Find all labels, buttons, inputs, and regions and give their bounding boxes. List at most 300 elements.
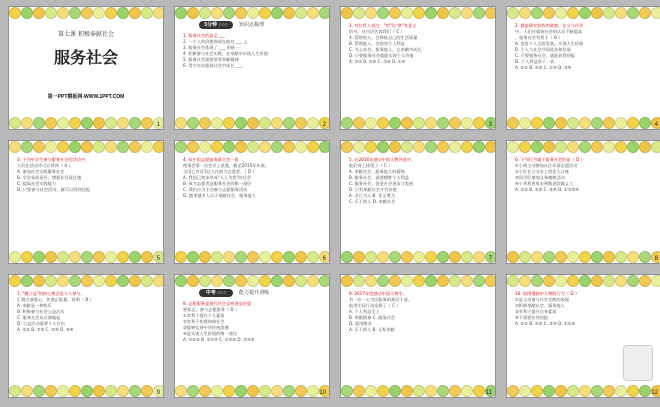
fruit-slice-icon [639, 117, 651, 129]
fruit-slice-icon [33, 117, 45, 129]
fruit-border-bottom [341, 385, 495, 397]
fruit-slice-icon [377, 7, 389, 19]
fruit-slice-icon [129, 385, 141, 397]
fruit-slice-icon [9, 251, 21, 263]
fruit-slice-icon [579, 251, 591, 263]
fruit-slice-icon [235, 141, 247, 153]
fruit-slice-icon [283, 251, 295, 263]
fruit-slice-icon [543, 275, 555, 287]
fruit-slice-icon [449, 251, 461, 263]
fruit-slice-icon [69, 7, 81, 19]
fruit-slice-icon [307, 275, 319, 287]
slide-number: 5 [156, 256, 160, 262]
fruit-slice-icon [615, 117, 627, 129]
fruit-slice-icon [627, 385, 639, 397]
fruit-slice-icon [21, 275, 33, 287]
fruit-slice-icon [21, 117, 33, 129]
fruit-slice-icon [389, 385, 401, 397]
fruit-slice-icon [57, 7, 69, 19]
fruit-slice-icon [555, 385, 567, 397]
text-line: 人们在活动中可以得到（ A ） [17, 163, 73, 168]
fruit-border-bottom [341, 251, 495, 263]
text-line: ④小华利用周末到敬老院做义工 [515, 181, 574, 186]
fruit-slice-icon [425, 385, 437, 397]
text-line: 1. 服务社会的意义 ___ [183, 33, 226, 38]
fruit-slice-icon [603, 275, 615, 287]
fruit-slice-icon [639, 7, 651, 19]
fruit-slice-icon [531, 117, 543, 129]
fruit-slice-icon [235, 251, 247, 263]
fruit-border-top [9, 7, 163, 19]
fruit-slice-icon [9, 141, 21, 153]
fruit-slice-icon [259, 251, 271, 263]
fruit-slice-icon [81, 141, 93, 153]
text-line: C. 我们应当主动参与志愿服务活动 [183, 187, 248, 192]
fruit-slice-icon [117, 141, 129, 153]
slide-thumbnail[interactable] [506, 6, 660, 130]
fruit-slice-icon [307, 7, 319, 19]
fruit-slice-icon [45, 251, 57, 263]
fruit-slice-icon [401, 141, 413, 153]
fruit-slice-icon [175, 141, 187, 153]
fruit-slice-icon [199, 275, 211, 287]
fruit-border-bottom [175, 251, 329, 263]
fruit-slice-icon [473, 117, 485, 129]
fruit-slice-icon [639, 385, 651, 397]
fruit-slice-icon [579, 385, 591, 397]
fruit-slice-icon [211, 141, 223, 153]
fruit-slice-icon [531, 275, 543, 287]
fruit-slice-icon [543, 117, 555, 129]
text-line: A. ①② B. ②③ C. ③④ D. ①②③ [515, 321, 576, 326]
fruit-border-bottom [507, 385, 660, 397]
fruit-slice-icon [271, 251, 283, 263]
fruit-slice-icon [175, 7, 187, 19]
fruit-slice-icon [413, 141, 425, 153]
text-line: 中，人们对服务社会的认识不断提高 [515, 29, 583, 34]
slide-thumbnail[interactable] [174, 274, 330, 398]
text-line: A. 舍己为人 B. 见义勇为 [349, 193, 395, 198]
fruit-slice-icon [33, 141, 45, 153]
fruit-slice-icon [425, 251, 437, 263]
fruit-slice-icon [141, 7, 153, 19]
fruit-slice-icon [461, 7, 473, 19]
fruit-slice-icon [247, 117, 259, 129]
fruit-slice-icon [21, 251, 33, 263]
fruit-slice-icon [211, 251, 223, 263]
fruit-slice-icon [341, 7, 353, 19]
fruit-slice-icon [461, 251, 473, 263]
slide-title: 服务社会 [53, 50, 118, 67]
fruit-slice-icon [129, 7, 141, 19]
fruit-slice-icon [507, 251, 519, 263]
fruit-slice-icon [45, 117, 57, 129]
fruit-slice-icon [259, 275, 271, 287]
fruit-slice-icon [507, 385, 519, 397]
fruit-slice-icon [341, 117, 353, 129]
fruit-slice-icon [401, 117, 413, 129]
section-heading: 知识点梳理 [239, 22, 265, 28]
fruit-slice-icon [555, 275, 567, 287]
slide-number: 3 [488, 122, 492, 128]
cartoon-illustration-icon [623, 345, 653, 381]
fruit-slice-icon [603, 117, 615, 129]
fruit-slice-icon [105, 141, 117, 153]
fruit-slice-icon [485, 141, 496, 153]
fruit-slice-icon [353, 251, 365, 263]
text-line: A. 乐于助人 B. 无私奉献 [349, 327, 395, 332]
fruit-slice-icon [153, 141, 164, 153]
fruit-slice-icon [141, 117, 153, 129]
fruit-slice-icon [567, 141, 579, 153]
text-line: A. ①② B. ②③ C. ①④ D. ③④ [515, 65, 572, 70]
fruit-slice-icon [377, 117, 389, 129]
fruit-slice-icon [271, 275, 283, 287]
fruit-slice-icon [567, 251, 579, 263]
fruit-slice-icon [57, 251, 69, 263]
fruit-slice-icon [81, 117, 93, 129]
fruit-slice-icon [283, 141, 295, 153]
fruit-slice-icon [461, 275, 473, 287]
fruit-slice-icon [45, 275, 57, 287]
text-line: 7. "微公益"的核心理念是人人参与， [17, 291, 85, 296]
fruit-slice-icon [615, 251, 627, 263]
fruit-slice-icon [365, 117, 377, 129]
fruit-slice-icon [519, 275, 531, 287]
fruit-slice-icon [353, 275, 365, 287]
fruit-slice-icon [129, 117, 141, 129]
fruit-slice-icon [389, 117, 401, 129]
fruit-slice-icon [449, 7, 461, 19]
fruit-slice-icon [579, 7, 591, 19]
fruit-slice-icon [591, 117, 603, 129]
fruit-slice-icon [543, 385, 555, 397]
fruit-slice-icon [199, 117, 211, 129]
fruit-border-top [175, 141, 329, 153]
text-line: D. 只要服务社会就能实现个人价值 [349, 53, 414, 58]
fruit-slice-icon [437, 275, 449, 287]
fruit-slice-icon [591, 275, 603, 287]
fruit-slice-icon [365, 385, 377, 397]
fruit-slice-icon [211, 7, 223, 19]
fruit-border-top [507, 275, 660, 287]
fruit-slice-icon [93, 7, 105, 19]
fruit-border-bottom [9, 117, 163, 129]
fruit-slice-icon [389, 251, 401, 263]
text-line: 5. 服务社会需要培养奉献精神 [183, 57, 239, 62]
slide-thumbnail[interactable] [340, 6, 496, 130]
fruit-slice-icon [283, 275, 295, 287]
fruit-slice-icon [449, 117, 461, 129]
fruit-slice-icon [473, 385, 485, 397]
slide-body-text [349, 157, 487, 247]
text-line: 1. 有位哲人说过："给"比"拿"有意义 [349, 23, 417, 28]
text-line: ②小红在公交车上给老人让座 [515, 169, 570, 174]
fruit-slice-icon [33, 275, 45, 287]
slide-subtitle: 第七课 积极奉献社会 [58, 31, 114, 38]
fruit-slice-icon [235, 7, 247, 19]
fruit-border-top [507, 7, 660, 19]
fruit-slice-icon [377, 275, 389, 287]
text-line: ③能够弘扬中华传统美德 [183, 325, 229, 330]
fruit-slice-icon [307, 117, 319, 129]
text-line: ③有利于提升自身素质 [515, 309, 557, 314]
slide-number: 11 [485, 390, 492, 396]
slide-body-text [349, 291, 487, 381]
slide-thumbnail[interactable] [8, 274, 164, 398]
fruit-border-top [341, 7, 495, 19]
fruit-slice-icon [615, 141, 627, 153]
fruit-slice-icon [615, 385, 627, 397]
fruit-slice-icon [425, 275, 437, 287]
fruit-slice-icon [271, 385, 283, 397]
fruit-slice-icon [401, 251, 413, 263]
fruit-slice-icon [81, 251, 93, 263]
fruit-slice-icon [485, 7, 496, 19]
fruit-slice-icon [543, 7, 555, 19]
text-line: B. 成为志愿者是服务社会的唯一途径 [183, 181, 252, 186]
fruit-slice-icon [413, 7, 425, 19]
fruit-slice-icon [93, 251, 105, 263]
slide-number: 2 [322, 122, 326, 128]
fruit-slice-icon [57, 275, 69, 287]
fruit-slice-icon [187, 117, 199, 129]
fruit-border-top [9, 275, 163, 287]
fruit-slice-icon [247, 385, 259, 397]
fruit-slice-icon [627, 117, 639, 129]
fruit-slice-icon [187, 141, 199, 153]
fruit-slice-icon [117, 251, 129, 263]
fruit-slice-icon [187, 275, 199, 287]
fruit-slice-icon [117, 275, 129, 287]
fruit-slice-icon [129, 275, 141, 287]
fruit-slice-icon [437, 385, 449, 397]
slide-thumbnail[interactable] [174, 6, 330, 130]
fruit-slice-icon [615, 275, 627, 287]
text-line: D. 个人利益高于一切 [515, 59, 555, 64]
text-line: C. 提高社会实践能力 [17, 181, 57, 186]
fruit-slice-icon [473, 141, 485, 153]
slide-number: 4 [654, 122, 658, 128]
fruit-slice-icon [21, 385, 33, 397]
text-line: 2. 据某研究机构的调查，在当今社会 [515, 23, 584, 28]
fruit-slice-icon [69, 117, 81, 129]
fruit-slice-icon [81, 275, 93, 287]
fruit-slice-icon [425, 141, 437, 153]
fruit-slice-icon [223, 385, 235, 397]
fruit-slice-icon [365, 7, 377, 19]
fruit-slice-icon [437, 141, 449, 153]
fruit-slice-icon [199, 251, 211, 263]
fruit-slice-icon [627, 275, 639, 287]
fruit-slice-icon [307, 251, 319, 263]
fruit-slice-icon [129, 251, 141, 263]
text-line: ④不需要任何回报 [515, 315, 549, 320]
fruit-slice-icon [531, 251, 543, 263]
fruit-slice-icon [9, 117, 21, 129]
slide-thumbnail[interactable] [174, 140, 330, 264]
fruit-slice-icon [187, 385, 199, 397]
fruit-slice-icon [603, 385, 615, 397]
fruit-slice-icon [651, 275, 660, 287]
slide-number: 6 [322, 256, 326, 262]
fruit-slice-icon [295, 251, 307, 263]
slide-body-text [17, 291, 155, 381]
text-line: C. 服务社会，促进社会进步与发展 [349, 181, 414, 186]
fruit-slice-icon [567, 385, 579, 397]
slide-thumbnail[interactable] [340, 140, 496, 264]
fruit-slice-icon [235, 117, 247, 129]
fruit-slice-icon [81, 7, 93, 19]
text-line: 4. 积极参与社会实践，在奉献中实现人生价值 [183, 51, 268, 56]
fruit-slice-icon [295, 117, 307, 129]
text-line: D. 只有奉献社会才有价值 [349, 187, 397, 192]
fruit-slice-icon [175, 385, 187, 397]
fruit-slice-icon [425, 117, 437, 129]
text-line: A. 奉献是一种快乐 [17, 303, 52, 308]
text-line: C. 只要服务社会，就能获得回报 [515, 53, 576, 58]
text-line: ①小明主动参加社区环保志愿活动 [515, 163, 578, 168]
slide-thumbnail[interactable] [506, 140, 660, 264]
text-line: 4. 从中国志愿服务联合会一届 [183, 157, 239, 162]
slide-body-text [349, 23, 487, 113]
fruit-slice-icon [93, 141, 105, 153]
text-line: ②积极奉献社会，服务他人 [515, 303, 565, 308]
fruit-border-top [341, 275, 495, 287]
slide-number: 10 [319, 390, 326, 396]
text-line: 汇聚点滴爱心，传递正能量，说明（ B ） [17, 297, 94, 302]
fruit-slice-icon [413, 251, 425, 263]
fruit-slice-icon [401, 385, 413, 397]
fruit-slice-icon [187, 251, 199, 263]
text-line: 全国已有近1亿人注册为志愿者。（ D ） [183, 169, 257, 174]
text-line: B. 学会承担责任，增强社会责任感 [17, 175, 82, 180]
slide-number: 8 [654, 256, 658, 262]
fruit-slice-icon [341, 141, 353, 153]
fruit-slice-icon [353, 385, 365, 397]
text-line: A. 我国已初步形成"人人为我"的社会 [183, 175, 251, 180]
fruit-slice-icon [21, 7, 33, 19]
fruit-slice-icon [105, 117, 117, 129]
fruit-slice-icon [449, 141, 461, 153]
text-line: C. 关心社会，服务他人，在奉献中成长 [349, 47, 422, 52]
fruit-slice-icon [153, 275, 164, 287]
fruit-slice-icon [247, 251, 259, 263]
slide-body-text [515, 23, 653, 113]
fruit-slice-icon [9, 7, 21, 19]
fruit-slice-icon [555, 141, 567, 153]
text-line: B. 帮助他人，会损害个人利益 [349, 41, 405, 46]
text-line: D. 越来越多人乐于奉献社会，服务他人 [183, 193, 256, 198]
fruit-slice-icon [519, 7, 531, 19]
fruit-slice-icon [531, 141, 543, 153]
fruit-slice-icon [295, 141, 307, 153]
fruit-border-bottom [341, 117, 495, 129]
fruit-slice-icon [449, 385, 461, 397]
text-line: ①是主动参与社会实践的表现 [515, 297, 570, 302]
fruit-slice-icon [105, 275, 117, 287]
fruit-slice-icon [461, 141, 473, 153]
fruit-slice-icon [93, 275, 105, 287]
fruit-slice-icon [651, 141, 660, 153]
fruit-slice-icon [223, 7, 235, 19]
text-line: 要标志，参与志愿服务（ D ） [183, 307, 240, 312]
fruit-slice-icon [69, 385, 81, 397]
fruit-slice-icon [129, 141, 141, 153]
fruit-slice-icon [259, 141, 271, 153]
fruit-slice-icon [519, 141, 531, 153]
fruit-slice-icon [461, 385, 473, 397]
fruit-slice-icon [353, 117, 365, 129]
text-line: A. ①②③ B. ①②④ C. ①③④ D. ②③④ [183, 337, 255, 342]
fruit-slice-icon [211, 275, 223, 287]
fruit-slice-icon [271, 141, 283, 153]
slide-body-text [183, 157, 321, 247]
fruit-slice-icon [377, 385, 389, 397]
fruit-slice-icon [33, 251, 45, 263]
text-line: 他用实际行动诠释了（ C ） [349, 303, 401, 308]
fruit-slice-icon [319, 7, 330, 19]
fruit-slice-icon [413, 385, 425, 397]
slide-body-text [183, 33, 321, 113]
text-line: 。服务社会有利于（ B ） [515, 35, 563, 40]
slide-number: 12 [651, 390, 658, 396]
fruit-slice-icon [9, 275, 21, 287]
fruit-slice-icon [69, 251, 81, 263]
fruit-slice-icon [211, 117, 223, 129]
fruit-border-top [341, 141, 495, 153]
text-line: A. 参加社会实践服务社会 [17, 169, 65, 174]
fruit-slice-icon [579, 275, 591, 287]
slide-thumbnail[interactable] [8, 140, 164, 264]
fruit-slice-icon [579, 117, 591, 129]
fruit-slice-icon [389, 141, 401, 153]
fruit-slice-icon [627, 141, 639, 153]
slide-body-text [17, 157, 155, 247]
text-line: 6. 下列行为属于服务社会的是（ D ） [515, 157, 585, 162]
fruit-slice-icon [639, 141, 651, 153]
fruit-slice-icon [57, 117, 69, 129]
fruit-slice-icon [473, 7, 485, 19]
fruit-slice-icon [555, 251, 567, 263]
fruit-slice-icon [389, 275, 401, 287]
fruit-slice-icon [507, 117, 519, 129]
fruit-slice-icon [247, 7, 259, 19]
slide-thumbnail[interactable] [506, 274, 660, 398]
slide-thumbnail[interactable] [8, 6, 164, 130]
fruit-border-top [175, 275, 329, 287]
text-line: A. 促进个人全面发展，实现人生价值 [515, 41, 584, 46]
fruit-slice-icon [319, 275, 330, 287]
text-line: A. 奉献社会，服务他人的精神 [349, 169, 405, 174]
text-line: A. 帮助别人，会降低自己的生活质量 [349, 35, 418, 40]
fruit-slice-icon [247, 275, 259, 287]
fruit-slice-icon [211, 385, 223, 397]
fruit-slice-icon [295, 275, 307, 287]
slide-number: 7 [488, 256, 492, 262]
text-line: D. 公益活动需要个人付出 [17, 321, 65, 326]
text-line: C. 服务社会从点滴做起 [17, 315, 61, 320]
text-line: A. 个人利益至上 [349, 309, 380, 314]
fruit-slice-icon [295, 7, 307, 19]
fruit-slice-icon [93, 117, 105, 129]
fruit-slice-icon [271, 7, 283, 19]
text-line: B. 服务社会，就要牺牲个人利益 [349, 175, 409, 180]
text-line: B. 个人与社会共同进步和发展 [515, 47, 571, 52]
text-line: A. ①② B. ②③ C. ③④ D. ①②③④ [515, 187, 579, 192]
slide-thumbnail[interactable] [340, 274, 496, 398]
fruit-slice-icon [223, 117, 235, 129]
